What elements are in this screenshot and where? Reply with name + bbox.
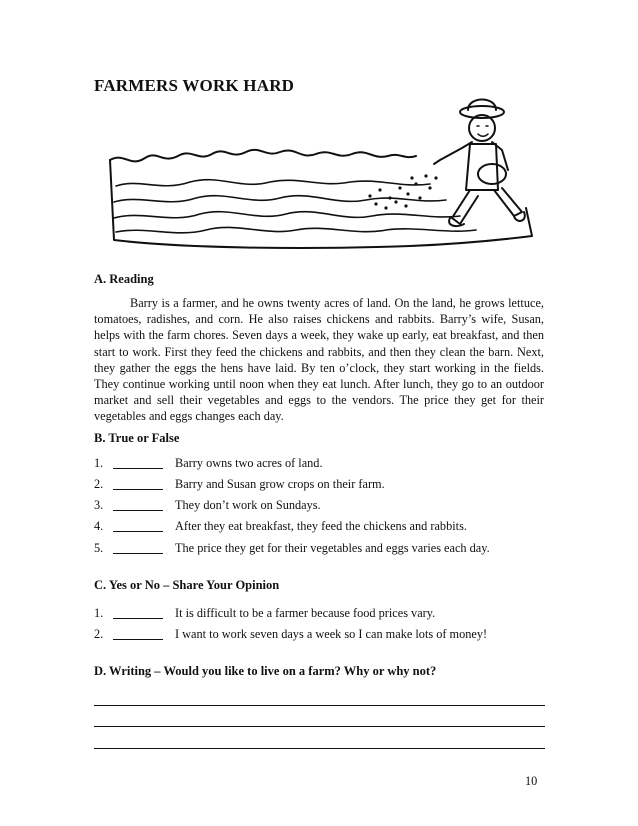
item-text: The price they get for their vegetables and eggs varies each day.	[175, 541, 490, 555]
item-text: They don’t work on Sundays.	[175, 498, 321, 512]
reading-paragraph: Barry is a farmer, and he owns twenty acres of land. On the land, he grows lettuce, tomatoes, radishes, and corn. He also raises chickens and rabbits. Barry’s wife, Susan, helps with the farm chores. Seven days a week, they wake up early, eat breakfast, and then start to work. First they feed the chickens and rabbits, and then they clean the barn. Next, they gather the eggs the hens have laid. By ten o’clock, they start working in the fields. They continue working until noon when they eat lunch. After lunch, they go to an outdoor market and sell their vegetables and eggs to the vendors. The price they get for their vegetables and eggs changes each day.	[94, 296, 544, 424]
opinion-item	[94, 627, 544, 643]
true-false-item	[94, 456, 544, 472]
item-number: 3.	[94, 498, 104, 512]
item-number: 5.	[94, 541, 104, 555]
item-text: Barry owns two acres of land.	[175, 456, 323, 470]
item-number: 4.	[94, 519, 104, 533]
item-text: After they eat breakfast, they feed the chickens and rabbits.	[175, 519, 467, 533]
answer-blank[interactable]	[113, 489, 163, 490]
item-number: 1.	[94, 456, 104, 470]
item-text: Barry and Susan grow crops on their farm.	[175, 477, 385, 491]
writing-line[interactable]	[94, 726, 545, 727]
answer-blank[interactable]	[113, 531, 163, 532]
true-false-item	[94, 541, 544, 557]
answer-blank[interactable]	[113, 510, 163, 511]
writing-line[interactable]	[94, 748, 545, 749]
item-number: 2.	[94, 627, 104, 641]
true-false-item	[94, 498, 544, 514]
item-text: It is difficult to be a farmer because food prices vary.	[175, 606, 436, 620]
opinion-item	[94, 606, 544, 622]
answer-blank[interactable]	[113, 618, 163, 619]
section-d-heading: D. Writing – Would you like to live on a farm? Why or why not?	[94, 664, 437, 678]
true-false-item	[94, 519, 544, 535]
answer-blank[interactable]	[113, 639, 163, 640]
item-number: 2.	[94, 477, 104, 491]
farmer-sowing-seeds-icon	[100, 90, 540, 260]
section-c-heading: C. Yes or No – Share Your Opinion	[94, 578, 280, 592]
writing-line[interactable]	[94, 705, 545, 706]
answer-blank[interactable]	[113, 468, 163, 469]
answer-blank[interactable]	[113, 553, 163, 554]
section-b-heading: B. True or False	[94, 431, 180, 445]
page-number: 10	[525, 774, 538, 788]
item-text: I want to work seven days a week so I can make lots of money!	[175, 627, 488, 641]
page-title: FARMERS WORK HARD	[94, 76, 295, 95]
item-number: 1.	[94, 606, 104, 620]
true-false-item	[94, 477, 544, 493]
section-a-heading: A. Reading	[94, 272, 154, 286]
